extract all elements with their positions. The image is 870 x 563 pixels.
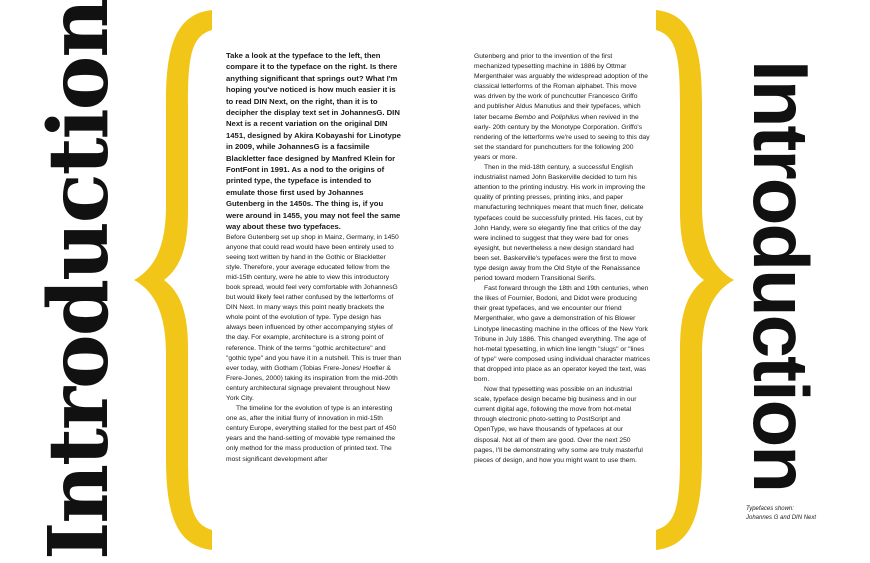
caption-line: Johannes G and DIN Next bbox=[746, 514, 817, 521]
left-brace-graphic bbox=[130, 6, 220, 554]
body-paragraph: Now that typesetting was possible on an industrial scale, typeface design became big business and in our current digital age, following the move from hot-metal through electronic photo-setting to PostScript and OpenType, we have thousands of typefaces at our disposal. Not all of them are good. Over the next 250 pages, I'll be demonstrating why some are truly masterful pieces of design, and how you might want to use them. bbox=[474, 386, 643, 464]
body-paragraph: Fast forward through the 18th and 19th centuries, when the likes of Fournier, Bodoni, and Didot were producing their great typefaces, and we encounter our friend Mergenthaler, who gave a demonstration of his Blower Linotype linecasting machine in the offices of the New York Tribune in July 1886. This changed everything. The age of hot-metal typesetting, in which line length "slugs" or "lines of type" were composed using individual character matrices that dropped into place as an operator keyed the text, was born. bbox=[474, 285, 650, 383]
blackletter-title bbox=[31, 0, 128, 560]
left-brace-shape bbox=[134, 10, 212, 550]
caption-line: Typefaces shown: bbox=[746, 506, 794, 512]
lead-paragraph: Take a look at the typeface to the left, then compare it to the typeface on the right. Is there anything significant that springs out? What I'm hoping you've noticed is how much easier it is to read DIN Next, on the right, than it is to decipher the display text set in JohannesG. DIN Next is a recent variation on the original DIN 1451, designed by Akira Kobayashi for Linotype in 2009, while JohannesG is a facsimile Blackletter face designed by Manfred Klein for FontFont in 1991. As a nod to the origins of printed type, the typeface is intended to emulate those first used by Johannes Gutenberg in the 1450s. The thing is, if you were around in 1455, you may not feel the same way about these two typefaces. bbox=[226, 51, 401, 232]
text-run: Gutenberg and prior to the invention of the first mechanized typesetting machine in 1886 by Ottmar Mergenthaler was arguably the widespread adoption of the classical letterforms of the Roman alphabet. This move was driven by the work of punchcutter Francesco Griffo and publisher Aldus Manutius and their typefaces, which later became bbox=[474, 53, 648, 121]
typeface-caption bbox=[746, 505, 846, 522]
left-text-column bbox=[226, 50, 402, 465]
right-brace-graphic bbox=[648, 6, 738, 554]
right-brace-shape bbox=[656, 10, 734, 550]
text-run: and bbox=[535, 113, 551, 121]
blackletter-title-text: Introduction bbox=[31, 0, 128, 560]
body-paragraph: Then in the mid-18th century, a successful English industrialist named John Baskerville decided to turn his attention to the printing industry. His work in improving the quality of printing presses, printing inks, and paper manufacturing techniques meant that much finer, delicate typefaces could be successfully printed. His faces, cut by John Handy, were so elegantly fine that critics of the day were inclined to suggest that they were bad for ones eyesight, but nevertheless a new design standard had been set. Baskerville's typefaces were the first to move type design away from the Old Style of the Renaissance period toward modern Transitional Serifs. bbox=[474, 164, 646, 283]
body-paragraph: Before Gutenberg set up shop in Mainz, Germany, in 1450 anyone that could read would have been entirely used to seeing text written by hand in the Gothic or Blackletter style. Therefore, your average educated fellow from the mid-15th century, were he able to view this introductory book spread, would feel very comfortable with JohannesG but would likely feel rather confused by the letterforms of DIN Next. In many ways this point neatly brackets the whole point of the evolution of type. Type design has always been influenced by other accompanying styles of the day. For example, architecture is a strong point of reference. Think of the terms "gothic architecture" and "gothic type" and you have it in a nutshell. This is truer than ever today, with Gotham (Tobias Frere-Jones/ Hoefler & Frere-Jones, 2000) taking its inspiration from the mid-20th century architectural signage prevalent throughout New York City. bbox=[226, 233, 402, 402]
right-text-column bbox=[474, 52, 650, 466]
text-run: when revived in the early- 20th century by the Monotype Corporation. Griffo's rendering of the letterforms we're used to seeing to this day set the standard for punchcutters for the following 200 years or more. bbox=[474, 113, 650, 161]
sans-title bbox=[736, 40, 825, 510]
italic-typeface-name: Bembo bbox=[514, 113, 536, 121]
body-paragraph bbox=[474, 52, 650, 163]
sans-title-text: Introduction bbox=[736, 59, 825, 491]
italic-typeface-name: Poliphilus bbox=[550, 113, 580, 121]
body-paragraph: The timeline for the evolution of type is an interesting one as, after the initial flurry of innovation in mid-15th century Europe, everything stalled for the best part of 450 years and the hand-setting of movable type remained the only method for the mass production of printed text. The most significant development after bbox=[226, 405, 397, 463]
